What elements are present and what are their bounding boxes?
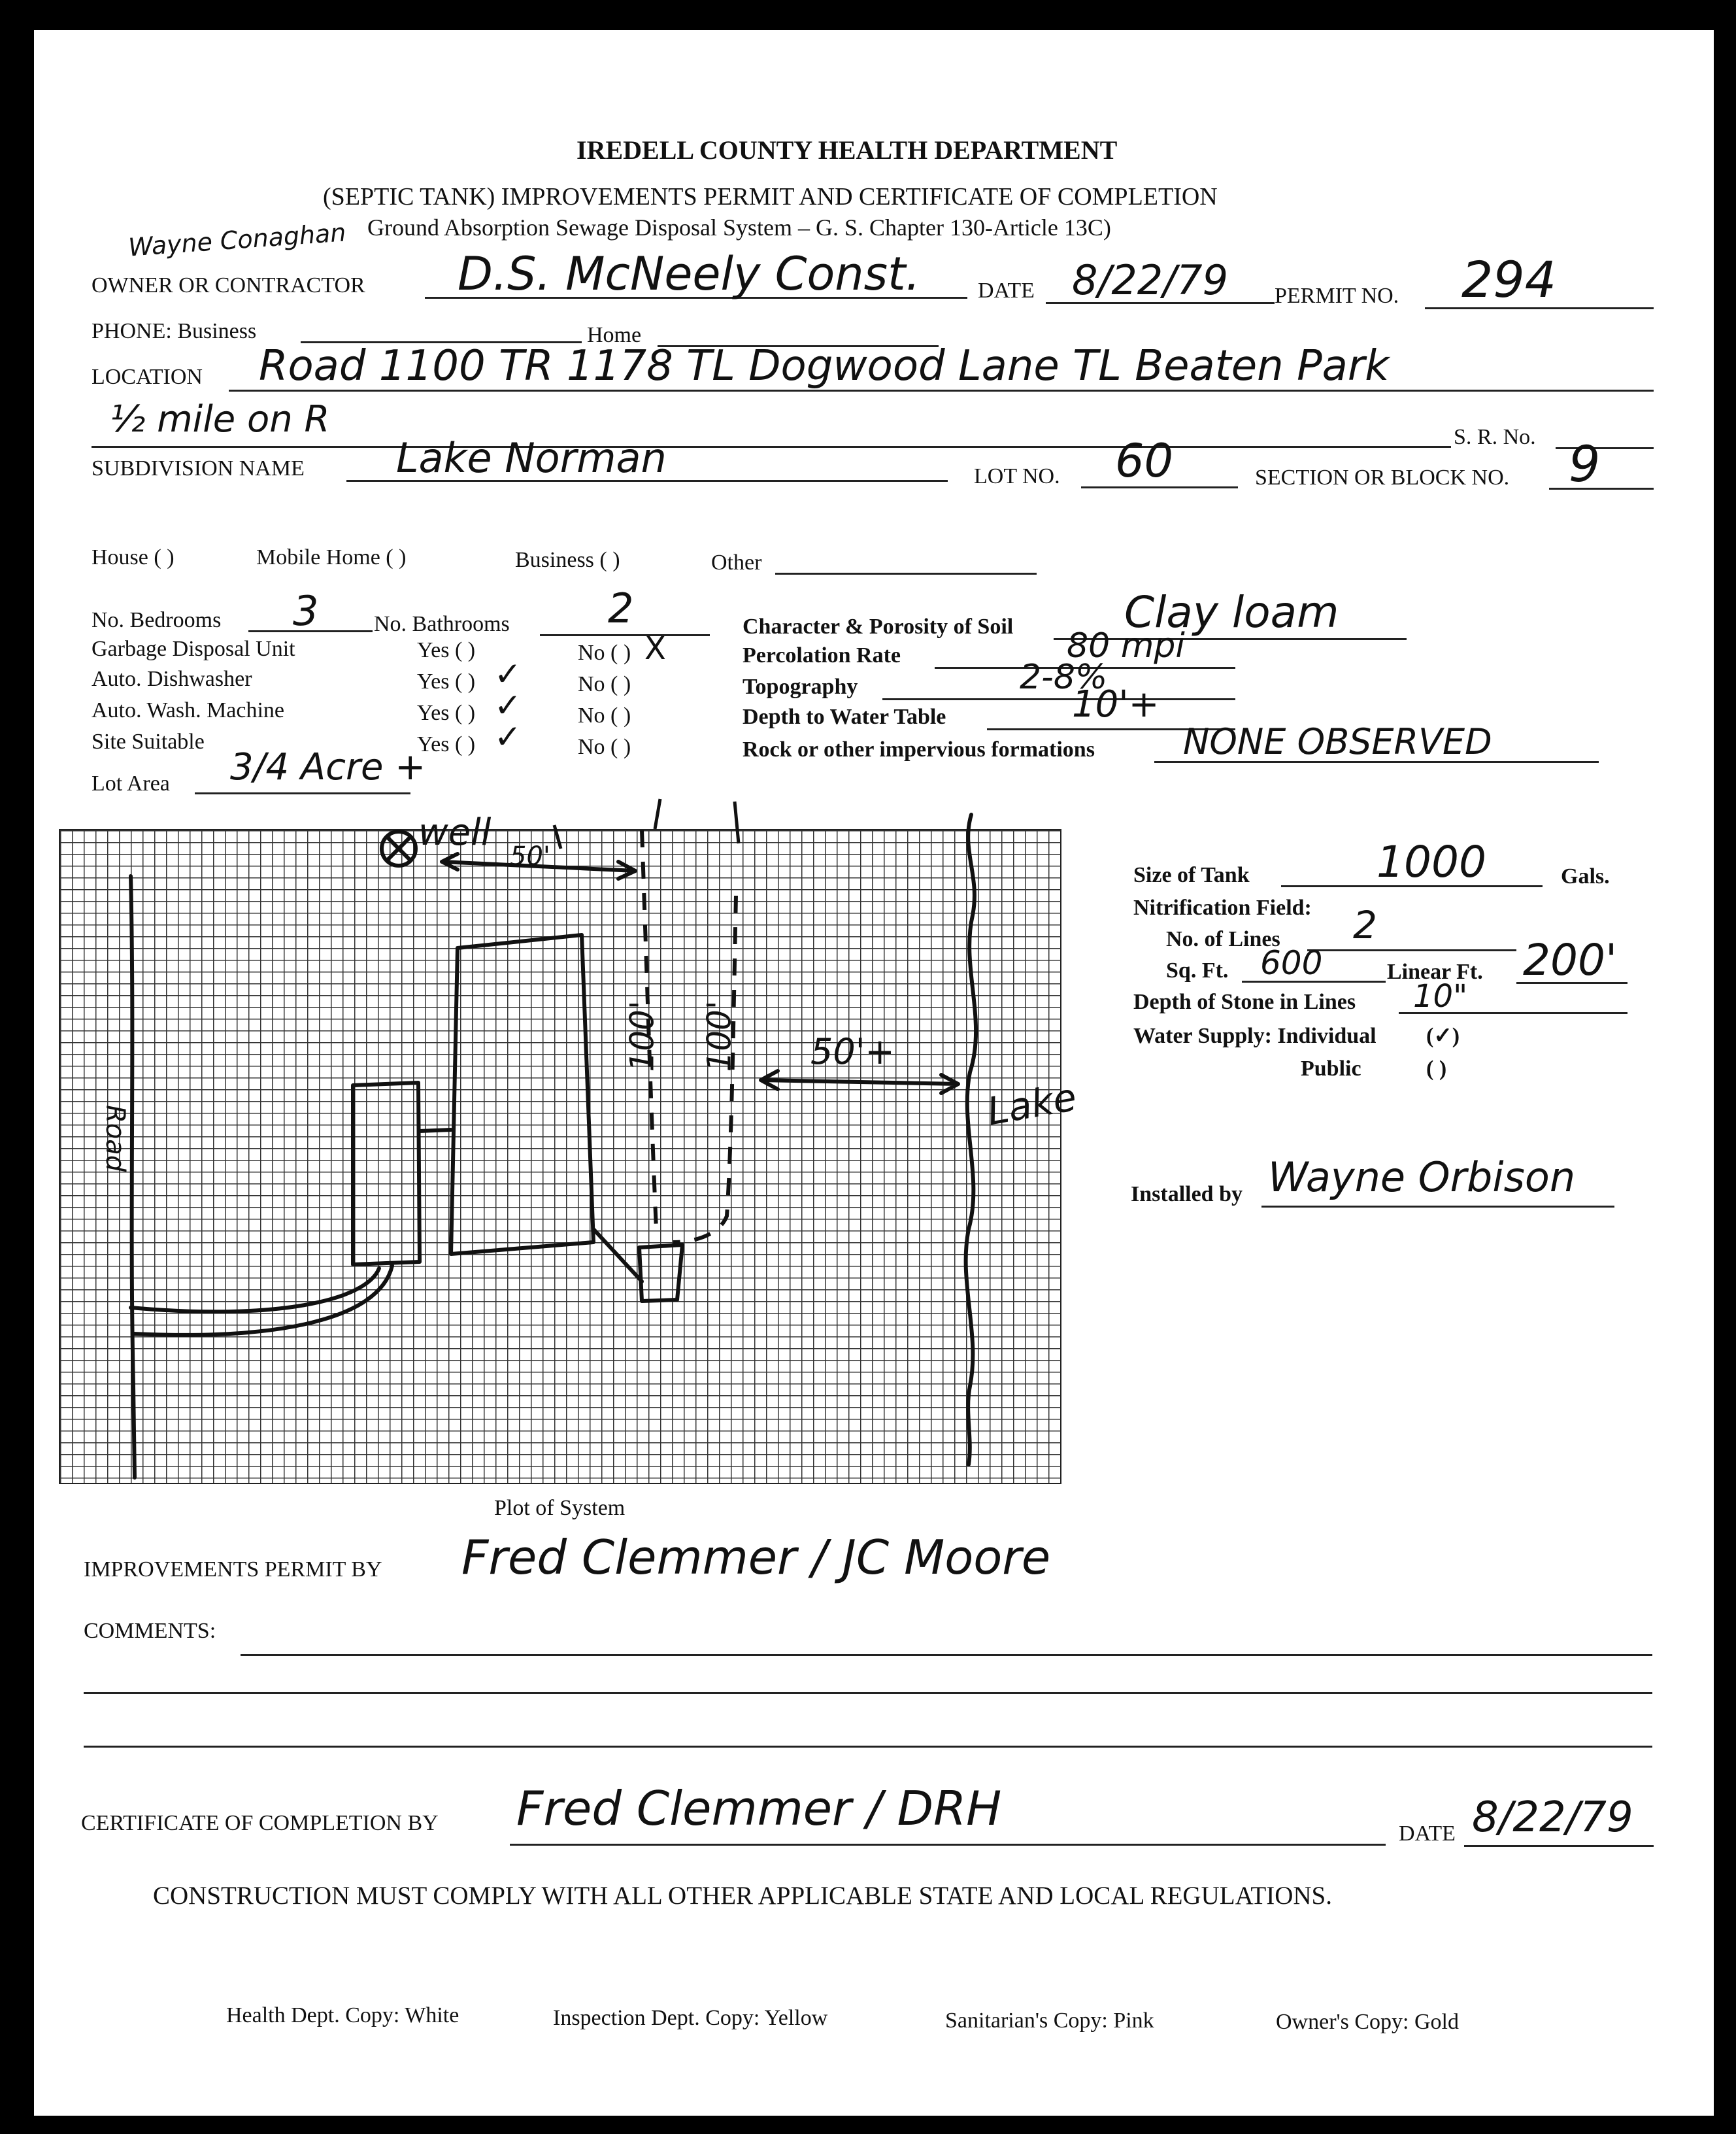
certificate-date-label: DATE	[1399, 1821, 1456, 1846]
dishwasher-no: No ( )	[578, 672, 631, 696]
wash-label: Auto. Wash. Machine	[92, 698, 285, 722]
public-mark: ( )	[1426, 1057, 1447, 1081]
tank-size-value: 1000	[1377, 837, 1486, 887]
form-subtitle: Ground Absorption Sewage Disposal System – G. S. Chapter 130-Article 13C)	[367, 214, 1111, 241]
site-yes-mark: ✓	[494, 718, 522, 756]
location-field-line	[229, 390, 1654, 392]
installed-line	[1261, 1206, 1614, 1208]
garbage-label: Garbage Disposal Unit	[92, 637, 295, 661]
percolation-label: Percolation Rate	[743, 643, 901, 668]
permit-label: PERMIT NO.	[1275, 284, 1399, 308]
bathrooms-field-line	[540, 634, 710, 636]
owner-value: D.S. McNeely Const.	[458, 247, 920, 301]
installed-value: Wayne Orbison	[1268, 1153, 1576, 1201]
garbage-no-mark: X	[644, 630, 666, 667]
location-line-1: Road 1100 TR 1178 TL Dogwood Lane TL Beaten Park	[259, 342, 1390, 390]
owner-annotation: Wayne Conaghan	[127, 218, 347, 262]
permit-value: 294	[1461, 250, 1557, 309]
wash-no: No ( )	[578, 703, 631, 728]
lot-area-field-line	[195, 792, 410, 794]
certificate-line	[510, 1844, 1386, 1846]
individual-mark: (✓)	[1426, 1024, 1460, 1048]
sqft-value: 600	[1260, 944, 1323, 982]
date-label: DATE	[978, 279, 1035, 303]
water-table-value: 10'+	[1072, 683, 1160, 726]
lines-field-line	[1307, 949, 1516, 951]
topography-line	[882, 698, 1235, 700]
sketch-dist-top: 50'	[510, 841, 550, 872]
wash-yes: Yes ( )	[417, 701, 476, 725]
sketch-line-b-label: 100'	[700, 1000, 739, 1072]
bedrooms-value: 3	[293, 587, 319, 635]
comments-line-2	[84, 1692, 1652, 1694]
form-title: (SEPTIC TANK) IMPROVEMENTS PERMIT AND CERTIFICATE OF COMPLETION	[323, 183, 1218, 211]
lot-area-value: 3/4 Acre +	[230, 746, 426, 788]
business-option: Business ( )	[515, 548, 620, 572]
sketch-dist-right: 50'+	[810, 1031, 895, 1072]
copy-health: Health Dept. Copy: White	[226, 2003, 459, 2027]
garbage-yes: Yes ( )	[417, 638, 476, 662]
compliance-notice: CONSTRUCTION MUST COMPLY WITH ALL OTHER APPLICABLE STATE AND LOCAL REGULATIONS.	[153, 1882, 1332, 1910]
site-suitable-label: Site Suitable	[92, 730, 205, 754]
location-field-line-2	[92, 446, 1451, 448]
soil-character-value: Clay loam	[1124, 587, 1339, 637]
tank-size-label: Size of Tank	[1133, 863, 1250, 887]
bathrooms-label: No. Bathrooms	[374, 612, 510, 636]
copy-inspection: Inspection Dept. Copy: Yellow	[553, 2006, 828, 2030]
subdivision-label: SUBDIVISION NAME	[92, 456, 305, 481]
section-field-line	[1549, 488, 1654, 490]
tank-gals: Gals.	[1561, 864, 1610, 889]
rock-label: Rock or other impervious formations	[743, 737, 1095, 762]
topography-value: 2-8%	[1020, 658, 1108, 697]
plot-caption: Plot of System	[494, 1496, 626, 1520]
bathrooms-value: 2	[608, 584, 634, 632]
sketch-line-a-label: 100'	[623, 1000, 661, 1072]
copy-owner: Owner's Copy: Gold	[1276, 2010, 1460, 2034]
stone-label: Depth of Stone in Lines	[1133, 990, 1356, 1014]
soil-character-label: Character & Porosity of Soil	[743, 615, 1014, 639]
location-line-2: ½ mile on R	[110, 398, 330, 441]
mobile-home-option: Mobile Home ( )	[256, 545, 407, 569]
section-value: 9	[1569, 435, 1601, 493]
location-label: LOCATION	[92, 365, 203, 389]
linear-value: 200'	[1523, 935, 1618, 985]
lot-value: 60	[1115, 434, 1174, 488]
wash-yes-mark: ✓	[494, 686, 522, 724]
site-yes: Yes ( )	[417, 732, 476, 756]
sketch-well-label: well	[418, 811, 492, 854]
house-option: House ( )	[92, 545, 175, 569]
phone-home-label: Home	[587, 323, 642, 347]
water-table-label: Depth to Water Table	[743, 705, 946, 729]
topography-label: Topography	[743, 675, 858, 699]
plot-grid	[59, 829, 1061, 1484]
comments-line-3	[84, 1746, 1652, 1748]
other-field-line	[775, 573, 1037, 575]
sketch-lake-label: Lake	[984, 1074, 1080, 1134]
certificate-date-line	[1464, 1845, 1654, 1847]
site-no: No ( )	[578, 735, 631, 759]
other-option: Other	[711, 550, 762, 575]
subdivision-value: Lake Norman	[396, 434, 667, 482]
copy-sanitarian: Sanitarian's Copy: Pink	[945, 2008, 1154, 2033]
linear-label: Linear Ft.	[1387, 960, 1483, 984]
lot-area-label: Lot Area	[92, 771, 170, 796]
lines-value: 2	[1353, 903, 1377, 947]
nitrification-label: Nitrification Field:	[1133, 896, 1312, 920]
stone-value: 10"	[1413, 978, 1468, 1015]
rock-value: NONE OBSERVED	[1183, 721, 1492, 762]
owner-label: OWNER OR CONTRACTOR	[92, 273, 365, 297]
certificate-label: CERTIFICATE OF COMPLETION BY	[81, 1811, 439, 1835]
garbage-no: No ( )	[578, 641, 631, 665]
dishwasher-yes-mark: ✓	[494, 655, 522, 693]
sketch-road-label: Road	[100, 1105, 130, 1172]
installed-label: Installed by	[1131, 1182, 1243, 1206]
comments-line-1	[241, 1654, 1652, 1656]
comments-label: COMMENTS:	[84, 1619, 216, 1643]
percolation-value: 80 mpi	[1067, 626, 1185, 666]
dishwasher-label: Auto. Dishwasher	[92, 667, 252, 691]
improvements-label: IMPROVEMENTS PERMIT BY	[84, 1557, 382, 1582]
certificate-date-value: 8/22/79	[1472, 1793, 1633, 1842]
dishwasher-yes: Yes ( )	[417, 669, 476, 694]
sr-label: S. R. No.	[1454, 425, 1536, 449]
date-value: 8/22/79	[1072, 256, 1229, 304]
certificate-signature: Fred Clemmer / DRH	[516, 1781, 1002, 1836]
lines-label: No. of Lines	[1166, 927, 1280, 951]
improvements-signature: Fred Clemmer / JC Moore	[461, 1530, 1051, 1585]
bedrooms-label: No. Bedrooms	[92, 608, 222, 632]
lot-label: LOT NO.	[974, 464, 1060, 488]
phone-business-label: PHONE: Business	[92, 319, 257, 343]
public-label: Public	[1301, 1057, 1361, 1081]
water-supply-label: Water Supply: Individual	[1133, 1024, 1377, 1048]
section-label: SECTION OR BLOCK NO.	[1255, 466, 1510, 490]
sqft-label: Sq. Ft.	[1166, 958, 1229, 983]
department-title: IREDELL COUNTY HEALTH DEPARTMENT	[576, 135, 1118, 165]
